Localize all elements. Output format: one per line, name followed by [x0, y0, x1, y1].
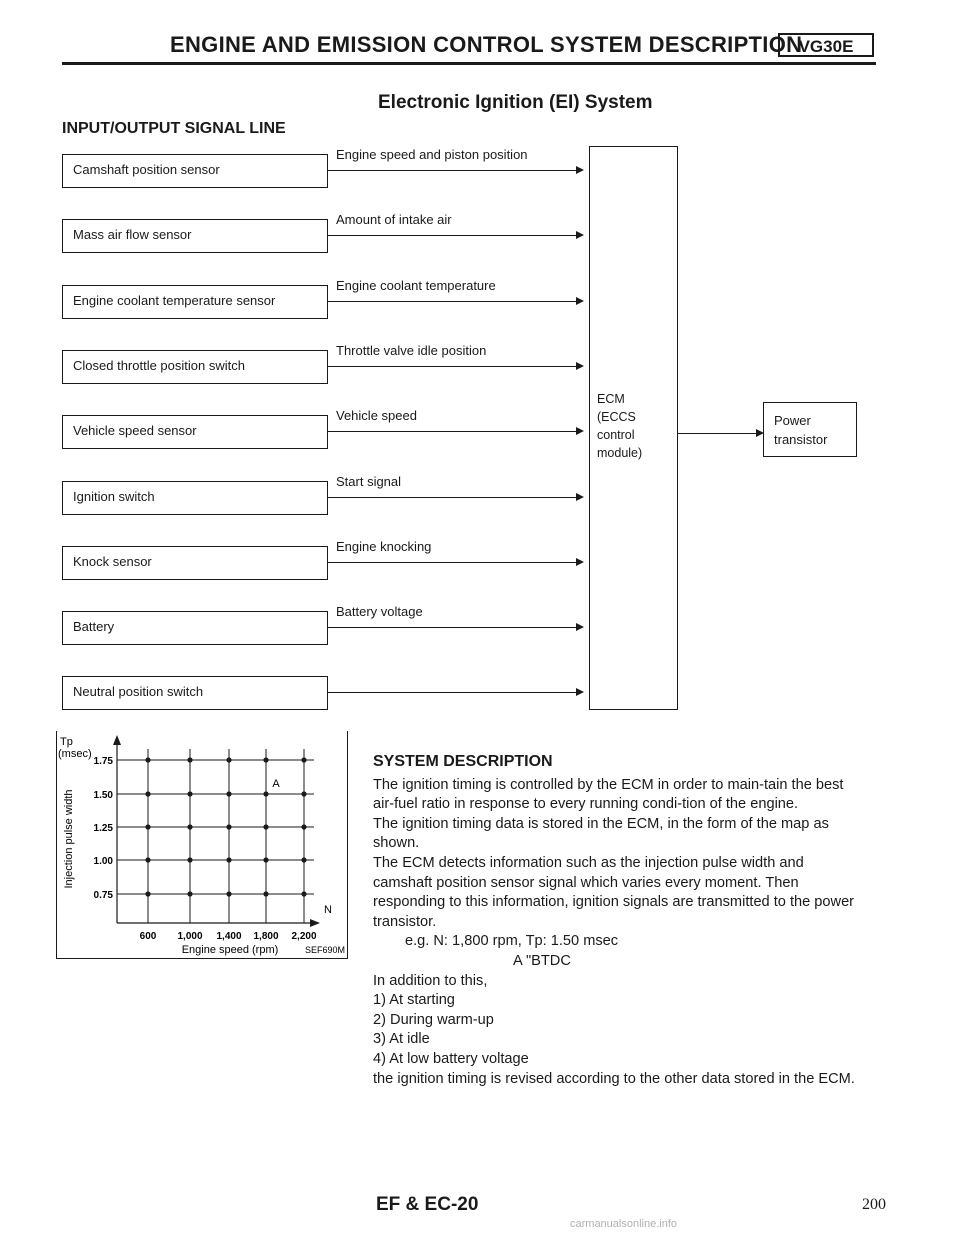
power-transistor-label: Power	[774, 413, 811, 428]
description-paragraph: The ignition timing is controlled by the ECM in order to main-tain the best air-fuel ratio in response to every running condi-tion of the engine.	[373, 776, 844, 813]
signal-arrow	[328, 301, 582, 302]
signal-label: Vehicle speed	[336, 408, 417, 423]
grid-point	[145, 857, 150, 862]
power-transistor-box	[763, 402, 857, 457]
ecm-label-line: (ECCS	[597, 410, 636, 424]
signal-arrow	[328, 235, 582, 236]
section-title: Electronic Ignition (EI) System	[378, 92, 653, 113]
grid-point	[145, 891, 150, 896]
y-axis-label: Injection pulse width	[63, 789, 75, 889]
grid-point	[145, 757, 150, 762]
grid-point	[187, 891, 192, 896]
y-tick-label: 1.75	[93, 756, 113, 767]
condition-item: 3) At idle	[373, 1031, 430, 1048]
grid-point	[187, 824, 192, 829]
x-axis-label: Engine speed (rpm)	[181, 944, 279, 956]
signal-arrow	[328, 497, 582, 498]
signal-label: Throttle valve idle position	[336, 343, 487, 358]
model-badge: VG30E	[778, 33, 874, 57]
condition-item: 2) During warm-up	[373, 1011, 494, 1028]
system-description	[373, 752, 863, 1089]
point-label: A	[272, 778, 280, 790]
signal-label: Engine knocking	[336, 539, 432, 554]
grid-point	[226, 791, 231, 796]
signal-label: Engine speed and piston position	[336, 147, 528, 162]
input-sensor-box: Closed throttle position switch	[62, 350, 328, 384]
signal-arrow	[328, 627, 582, 628]
figure-code: SEF690M	[304, 945, 345, 955]
x-axis-arrow	[310, 919, 320, 927]
source-watermark: carmanualsonline.info	[570, 1218, 678, 1230]
footer-code: EF & EC-20	[376, 1194, 479, 1215]
description-paragraph: The ignition timing data is stored in the ECM, in the form of the map as shown.	[373, 815, 829, 852]
signal-label: Battery voltage	[336, 604, 423, 619]
input-sensor-box: Camshaft position sensor	[62, 154, 328, 188]
description-title: SYSTEM DESCRIPTION	[373, 753, 553, 770]
header-rule	[62, 62, 876, 65]
signal-arrow	[328, 692, 582, 693]
io-title: INPUT/OUTPUT SIGNAL LINE	[62, 120, 286, 137]
y-tick-label: 1.50	[93, 790, 113, 801]
signal-label: Start signal	[336, 474, 402, 489]
y-tick-label: 0.75	[93, 890, 113, 901]
signal-arrow	[328, 366, 582, 367]
grid-point	[301, 757, 306, 762]
x-tick-label: 1,800	[253, 931, 279, 942]
input-sensor-box: Engine coolant temperature sensor	[62, 285, 328, 319]
y-axis-arrow	[113, 735, 121, 745]
example-line: e.g. N: 1,800 rpm, Tp: 1.50 msec	[405, 933, 619, 950]
example-line: A "BTDC	[513, 952, 571, 969]
condition-item: 4) At low battery voltage	[373, 1050, 529, 1067]
grid-point	[226, 824, 231, 829]
grid-point	[187, 791, 192, 796]
input-sensor-box: Ignition switch	[62, 481, 328, 515]
description-paragraph: The ECM detects information such as the injection pulse width and camshaft position sensor signal which varies every moment. Then responding to this information, ignition signals are transmitted to the power transistor.	[373, 854, 855, 930]
ecm-label-line: control	[597, 428, 635, 442]
grid-point	[145, 824, 150, 829]
ecm-label-line: module)	[597, 446, 643, 460]
input-sensor-box: Mass air flow sensor	[62, 219, 328, 253]
ecm-label	[597, 390, 642, 462]
grid-point	[301, 857, 306, 862]
grid-point	[187, 857, 192, 862]
y-unit: (msec)	[58, 748, 92, 760]
x-axis-end-label: N	[324, 904, 332, 916]
grid-point	[263, 857, 268, 862]
grid-point	[263, 824, 268, 829]
input-sensor-box: Neutral position switch	[62, 676, 328, 710]
power-transistor-label: transistor	[774, 432, 828, 447]
grid-point	[263, 791, 268, 796]
x-tick-label: 1,000	[177, 931, 203, 942]
ecm-label-line: ECM	[597, 392, 625, 406]
grid-point	[301, 791, 306, 796]
grid-point	[263, 891, 268, 896]
input-sensor-box: Knock sensor	[62, 546, 328, 580]
page-number: 200	[862, 1196, 886, 1213]
y-tick-label: 1.00	[93, 856, 113, 867]
ignition-timing-map-chart	[56, 731, 348, 959]
grid-point	[301, 891, 306, 896]
x-tick-label: 1,400	[216, 931, 242, 942]
input-sensor-box: Vehicle speed sensor	[62, 415, 328, 449]
grid-point	[226, 757, 231, 762]
signal-arrow	[328, 562, 582, 563]
grid-point	[187, 757, 192, 762]
grid-point	[263, 757, 268, 762]
signal-arrow	[328, 431, 582, 432]
signal-label: Engine coolant temperature	[336, 278, 496, 293]
signal-label: Amount of intake air	[336, 212, 452, 227]
grid-point	[226, 857, 231, 862]
grid-point	[226, 891, 231, 896]
description-paragraph: the ignition timing is revised according to the other data stored in the ECM.	[373, 1070, 855, 1087]
grid-point	[301, 824, 306, 829]
signal-arrow	[328, 170, 582, 171]
x-tick-label: 600	[139, 931, 157, 942]
x-tick-label: 2,200	[291, 931, 317, 942]
condition-item: 1) At starting	[373, 992, 455, 1009]
description-paragraph: In addition to this,	[373, 972, 488, 989]
page-header-title: ENGINE AND EMISSION CONTROL SYSTEM DESCRIPTION	[170, 32, 803, 57]
ecm-output-arrow	[678, 433, 762, 434]
y-tick-label: 1.25	[93, 823, 113, 834]
y-unit-top: Tp	[60, 736, 73, 748]
grid-point	[145, 791, 150, 796]
input-sensor-box: Battery	[62, 611, 328, 645]
